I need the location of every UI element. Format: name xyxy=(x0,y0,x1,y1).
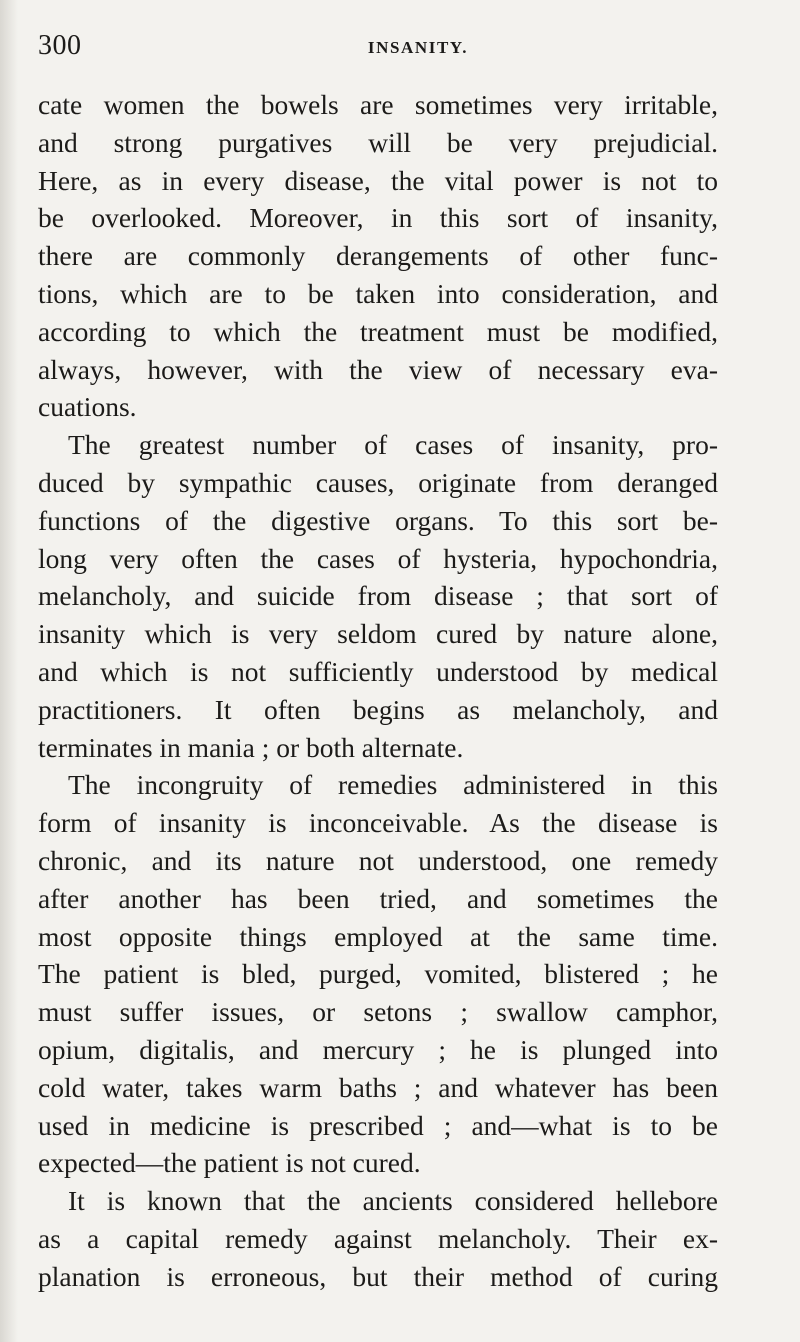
text-line: and which is not sufficiently understood by medical xyxy=(38,655,718,687)
text-line: as a capital remedy against melancholy. Their ex- xyxy=(38,1222,718,1254)
text-line: expected—the patient is not cured. xyxy=(38,1147,421,1179)
text-line: tions, which are to be taken into consideration, and xyxy=(38,277,718,309)
text-line: cold water, takes warm baths ; and whatever has been xyxy=(38,1071,718,1103)
text-line: and strong purgatives will be very prejudicial. xyxy=(38,126,718,158)
text-line: practitioners. It often begins as melancholy, and xyxy=(38,693,718,725)
text-line: The patient is bled, purged, vomited, blistered ; he xyxy=(38,958,718,990)
paragraph-start-line: The incongruity of remedies administered in this xyxy=(68,769,718,801)
text-line: cuations. xyxy=(38,391,137,423)
text-line: must suffer issues, or setons ; swallow camphor, xyxy=(38,996,718,1028)
text-line: form of insanity is inconceivable. As the disease is xyxy=(38,807,718,839)
text-line: always, however, with the view of necessary eva- xyxy=(38,353,718,385)
text-line: opium, digitalis, and mercury ; he is plunged into xyxy=(38,1033,718,1065)
page-gutter-shadow xyxy=(0,0,18,1342)
page-header xyxy=(38,30,718,64)
paragraph-start-line: The greatest number of cases of insanity, pro- xyxy=(68,429,718,461)
text-line: be overlooked. Moreover, in this sort of insanity, xyxy=(38,202,718,234)
running-head: INSANITY. xyxy=(367,38,469,57)
page-number: 300 xyxy=(38,30,82,61)
text-line: functions of the digestive organs. To this sort be- xyxy=(38,504,718,536)
text-line: used in medicine is prescribed ; and—what is to be xyxy=(38,1109,718,1141)
text-line: most opposite things employed at the same time. xyxy=(38,920,718,952)
body-text xyxy=(38,86,718,1296)
text-line: according to which the treatment must be modified, xyxy=(38,315,718,347)
text-line: chronic, and its nature not understood, one remedy xyxy=(38,844,718,876)
text-line: melancholy, and suicide from disease ; that sort of xyxy=(38,580,718,612)
text-line: terminates in mania ; or both alternate. xyxy=(38,731,464,763)
text-line: Here, as in every disease, the vital power is not to xyxy=(38,164,718,196)
paragraph-start-line: It is known that the ancients considered hellebore xyxy=(68,1185,718,1217)
text-line: after another has been tried, and sometimes the xyxy=(38,882,718,914)
text-line: there are commonly derangements of other func- xyxy=(38,240,718,272)
text-line: duced by sympathic causes, originate from deranged xyxy=(38,466,718,498)
text-line: long very often the cases of hysteria, hypochondria, xyxy=(38,542,718,574)
text-line: cate women the bowels are sometimes very irritable, xyxy=(38,89,718,120)
text-line: insanity which is very seldom cured by nature alone, xyxy=(38,618,718,650)
text-line: planation is erroneous, but their method of curing xyxy=(38,1260,718,1292)
